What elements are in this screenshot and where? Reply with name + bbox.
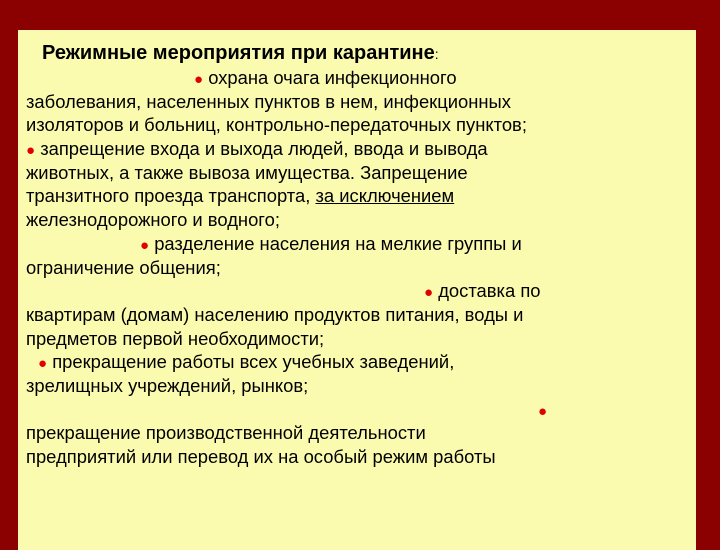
text-line: прекращение работы всех учебных заведений, [52,351,455,373]
slide-title-colon: : [434,46,439,62]
text-line-9: ограничение общения; [26,256,221,278]
bullet-icon: ● [424,284,434,302]
bullet-line-4 [26,279,690,303]
bullet-line-2 [26,137,690,161]
bullet-line-5 [26,350,690,374]
bullet-line-6 [26,398,690,422]
bullet-icon: ● [38,355,48,373]
bullet-icon: ● [140,236,150,254]
text-line-12: предметов первой необходимости; [26,327,325,349]
bullet-icon: ● [26,142,36,160]
text-line: охрана очага инфекционного [208,67,457,88]
text-line-16: прекращение производственной деятельности [26,422,426,444]
text-line-5: животных, а также вывоза имущества. Запрещение [26,161,468,183]
text-line-7: железнодорожного и водного; [26,209,280,231]
bullet-icon: ● [538,402,548,420]
slide-text-block [26,40,690,469]
slide-content-panel [18,30,696,550]
text-line-11: квартирам (домам) населению продуктов питания, воды и [26,303,524,325]
text-line: транзитного проезда транспорта, [26,185,311,207]
text-line: разделение населения на мелкие группы и [154,232,522,254]
text-line-3: изоляторов и больниц, контрольно-передаточных пунктов; [26,114,527,136]
text-line-17: предприятий или перевод их на особый режим работы [26,446,496,467]
bullet-icon: ● [194,71,204,88]
slide-title-text: Режимные мероприятия при карантине [42,42,435,64]
text-line-2: заболевания, населенных пунктов в нем, инфекционных [26,90,511,112]
slide-title [26,40,690,66]
text-line-6 [26,184,690,208]
bullet-line-3 [26,232,690,256]
underlined-text: за исключением [315,185,455,207]
bullet-line-1 [26,66,690,90]
text-line-14: зрелищных учреждений, рынков; [26,374,309,396]
text-line: запрещение входа и выхода людей, ввода и вывода [40,138,488,160]
text-line: доставка по [438,280,541,302]
